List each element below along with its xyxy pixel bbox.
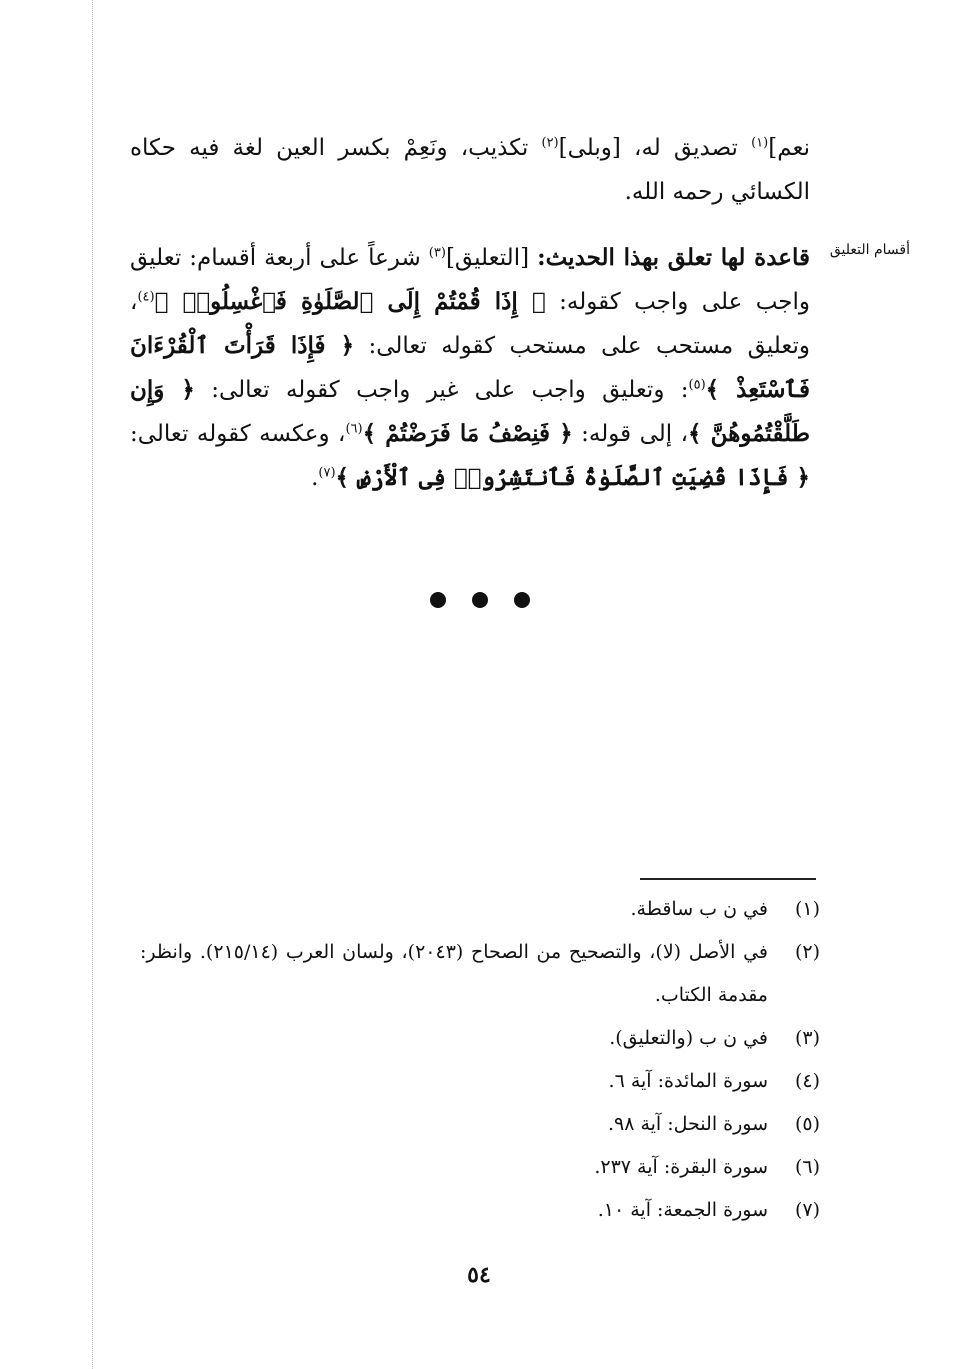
intro-text-3: تكذيب، ونَعِمْ بكسر العين لغة فيه حكاه الكسائي رحمه الله. (130, 135, 810, 205)
footnote-item (140, 1103, 820, 1146)
footnote-ref-7: (٧) (318, 465, 336, 481)
separator-dot (514, 592, 530, 608)
rule-text-4: : وتعليق واجب على غير واجب كقوله تعالى: (194, 377, 689, 403)
footnote-number: (٥) (794, 1113, 820, 1135)
footnote-number: (٤) (794, 1070, 820, 1092)
footnote-item (140, 1146, 820, 1189)
footnote-ref-2: (٢) (541, 135, 559, 151)
footnote-text: في ن ب ساقطة. (630, 898, 768, 920)
intro-text-1: نعم] (768, 135, 811, 161)
quran-verse-3: ﴿ وَإِن طَلَّقْتُمُوهُنَّ ﴾ (130, 376, 810, 447)
footnote-item (140, 1189, 820, 1232)
rule-text-7: . (311, 465, 319, 491)
footnote-ref-4: (٤) (137, 289, 155, 305)
quran-verse-2: ﴿ فَإِذَا قَرَأْتَ ٱلْقُرْءَانَ فَٱسْتَعِذْ ﴾ (130, 332, 810, 403)
footnote-item (140, 1060, 820, 1103)
intro-text-2: تصديق له، [وبلى] (558, 135, 752, 161)
rule-text-6: ، وعكسه كقوله تعالى: (130, 421, 346, 447)
separator-dot (472, 592, 488, 608)
footnote-number: (٧) (794, 1199, 820, 1221)
quran-verse-1: ﴿ إِذَا قُمْتُمْ إِلَى ٱلصَّلَوٰةِ فَٱغْسِلُوا۟ ﴾ (154, 288, 546, 315)
separator-dot (430, 592, 446, 608)
footnote-text: في الأصل (لا)، والتصحيح من الصحاح (٢٠٤٣)، ولسان العرب (٢١٥/١٤). وانظر: مقدمة الكتاب. (140, 941, 768, 1006)
rule-heading: قاعدة لها تعلق بهذا الحديث: (537, 244, 810, 271)
intro-paragraph (130, 126, 810, 214)
footnote-text: سورة النحل: آية ٩٨. (607, 1113, 768, 1135)
footnote-number: (١) (794, 898, 820, 920)
footnote-ref-3: (٣) (428, 245, 446, 261)
quran-verse-5: ﴿ فَإِذَا قُضِيَتِ ٱلصَّلَوٰةُ فَٱنتَشِرُوا۟ فِى ٱلْأَرْضِ ﴾ (335, 464, 810, 491)
footnote-text: في ن ب (والتعليق). (609, 1027, 768, 1049)
footnote-ref-1: (١) (751, 135, 769, 151)
footnote-number: (٣) (794, 1027, 820, 1049)
footnote-item (140, 1017, 820, 1060)
rule-text-2: شرعاً على أربعة أقسام: تعليق واجب على واجب كقوله: (130, 245, 811, 315)
page-number: ٥٤ (467, 1262, 491, 1288)
rule-text-5: ، إلى قوله: (572, 421, 689, 447)
footnote-number: (٢) (794, 941, 820, 963)
footnote-divider (640, 878, 816, 880)
footnote-text: سورة البقرة: آية ٢٣٧. (594, 1156, 768, 1178)
footnote-ref-5: (٥) (688, 377, 706, 393)
footnote-ref-6: (٦) (345, 421, 363, 437)
footnote-item (140, 931, 820, 1017)
margin-guide-line (92, 0, 93, 1369)
rule-text-3: ، وتعليق مستحب على مستحب كقوله تعالى: (130, 289, 810, 359)
quran-verse-4: ﴿ فَنِصْفُ مَا فَرَضْتُمْ ﴾ (362, 420, 573, 447)
footnote-item (140, 888, 820, 931)
side-note-label: أقسام التعليق (829, 242, 910, 258)
footnotes-list (140, 888, 820, 1232)
footnote-number: (٦) (794, 1156, 820, 1178)
rule-paragraph (130, 236, 810, 500)
footnote-text: سورة الجمعة: آية ١٠. (597, 1199, 768, 1221)
section-separator (430, 590, 530, 610)
rule-text-1: [التعليق] (445, 245, 538, 271)
footnote-text: سورة المائدة: آية ٦. (608, 1070, 768, 1092)
